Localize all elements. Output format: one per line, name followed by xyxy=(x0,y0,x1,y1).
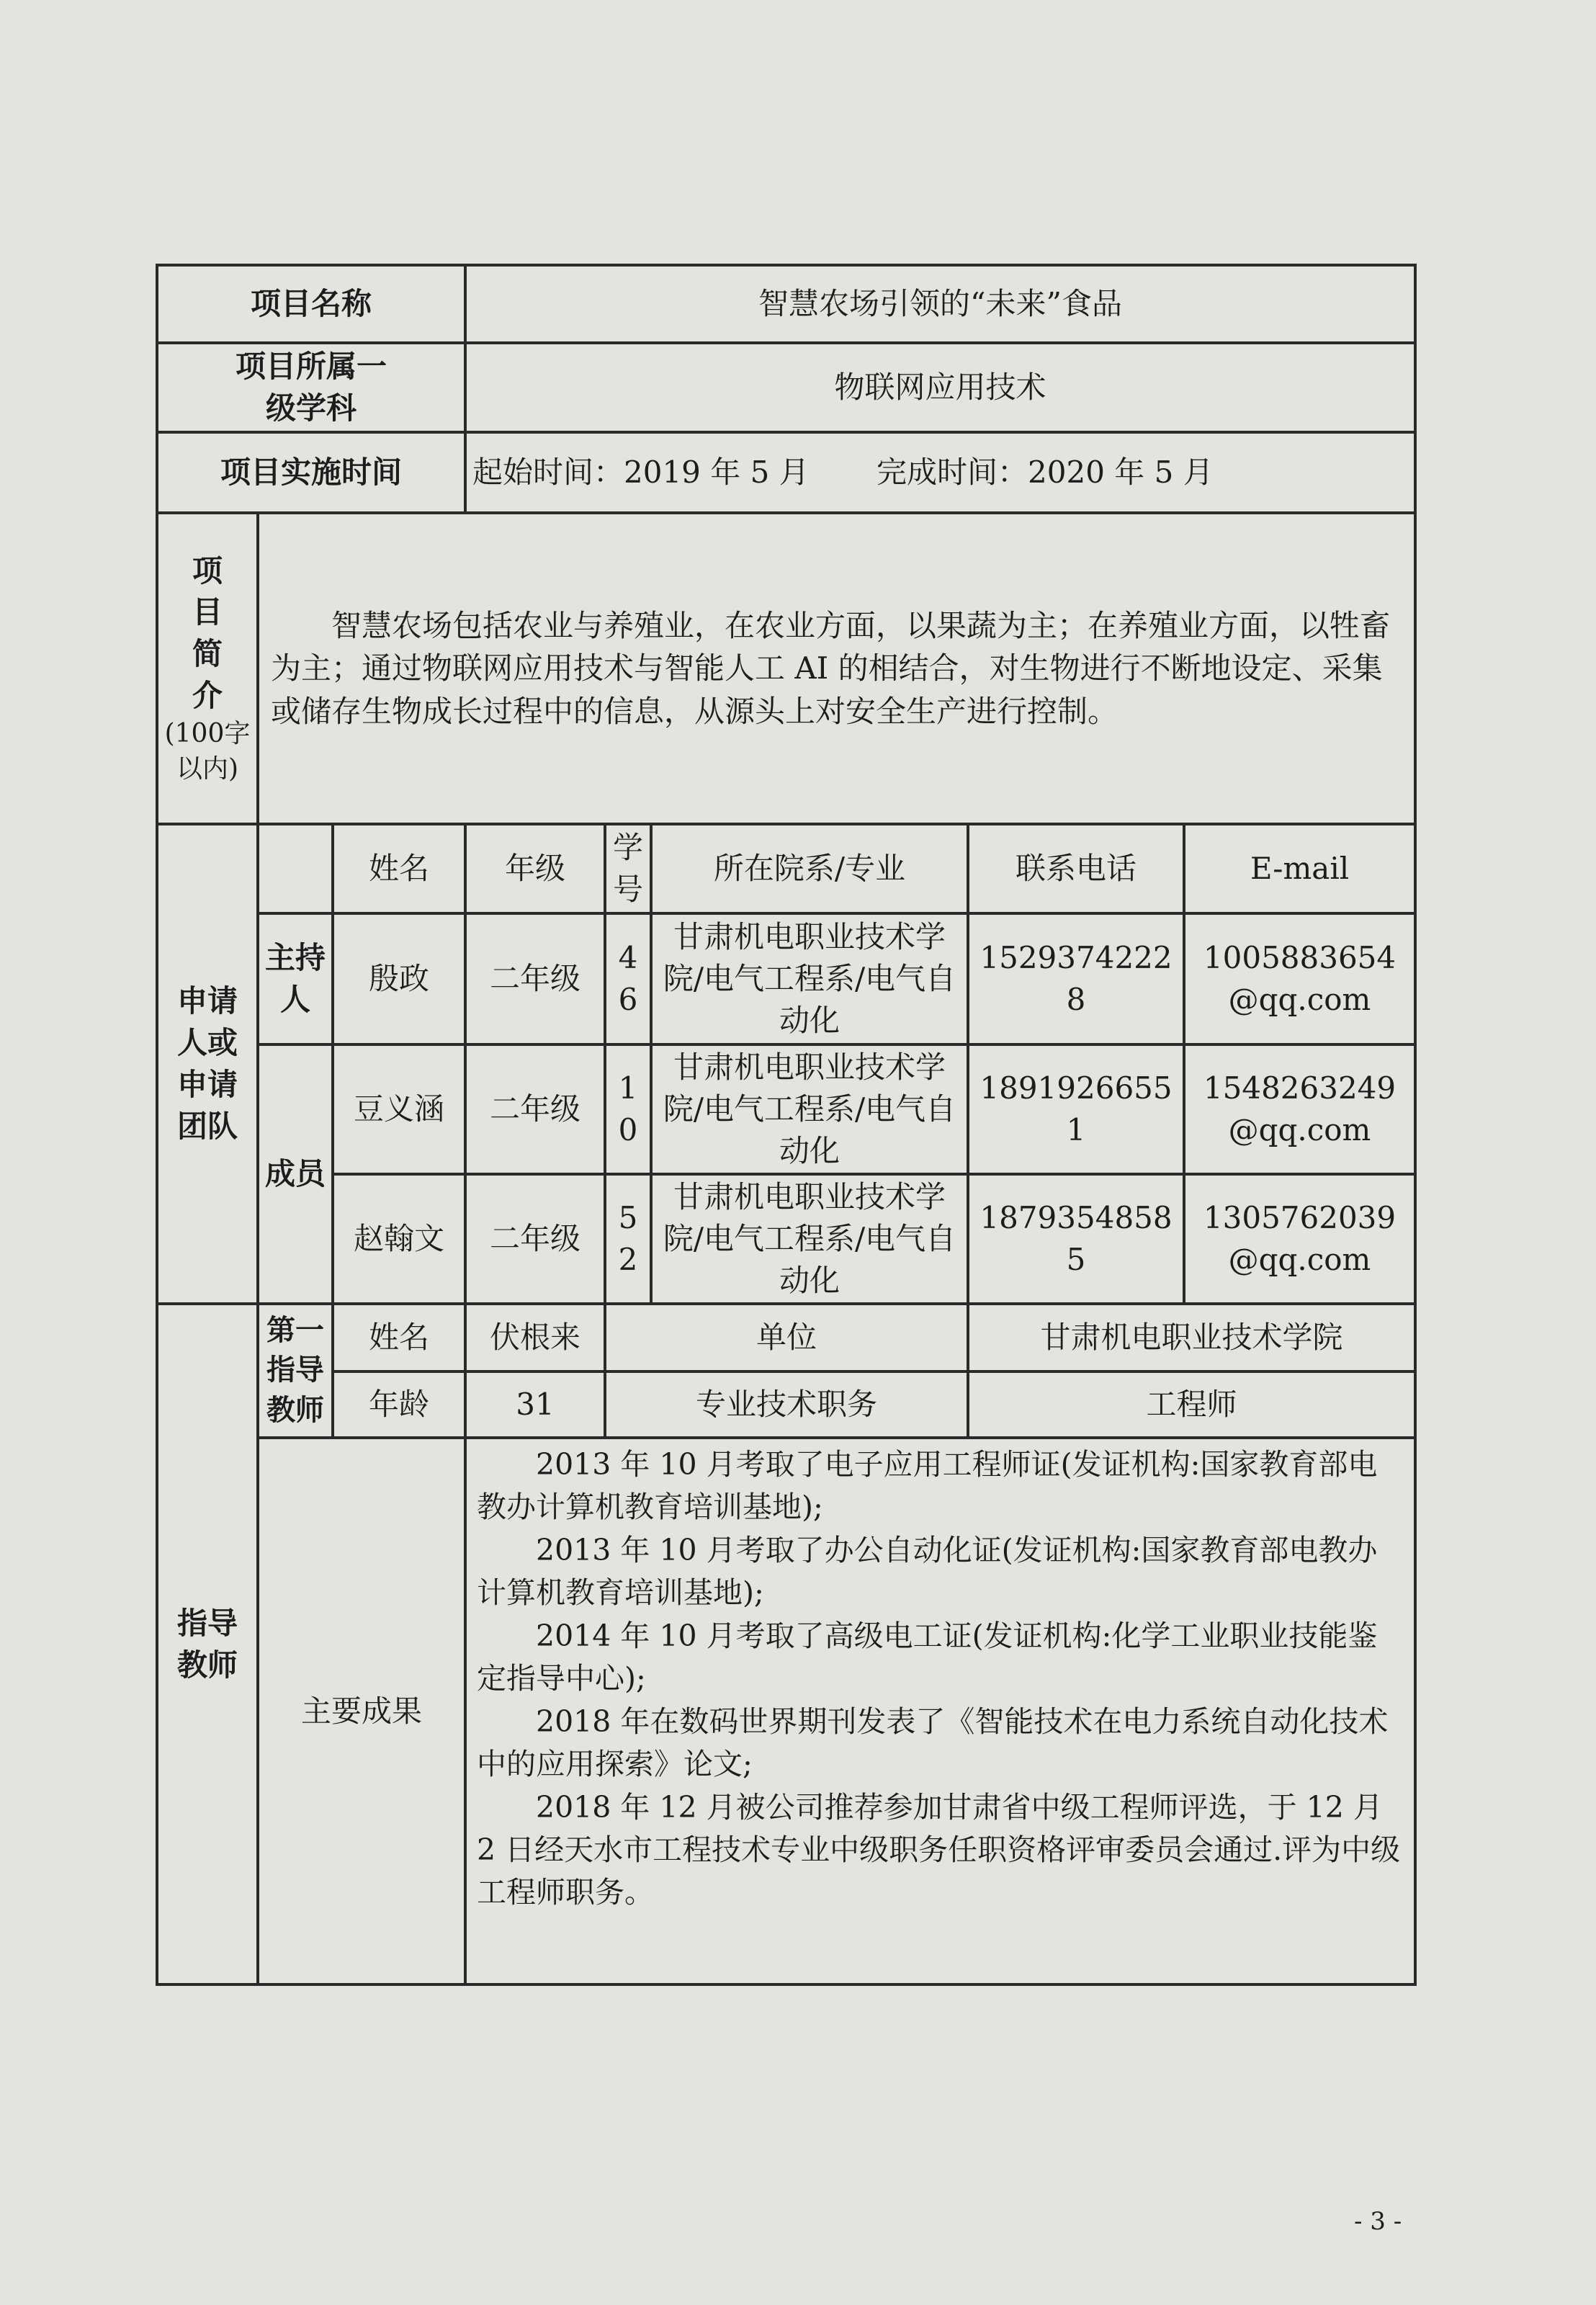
project-name-row xyxy=(157,265,1415,343)
advisor-name-value: 伏根来 xyxy=(465,1304,605,1371)
achievements-label: 主要成果 xyxy=(258,1438,465,1984)
discipline-row xyxy=(157,343,1415,432)
time-label: 项目实施时间 xyxy=(157,432,465,513)
advisor-group-label: 指导教师 xyxy=(157,1304,258,1984)
achievement-item: 2014 年 10 月考取了高级电工证(发证机构:化学工业职业技能鉴定指导中心); xyxy=(477,1618,1378,1696)
applicant-grade: 二年级 xyxy=(465,1174,605,1304)
applicant-name: 赵翰文 xyxy=(333,1174,465,1304)
summary-label-char: 简 xyxy=(192,636,223,672)
role-header-blank xyxy=(258,824,333,913)
header-phone: 联系电话 xyxy=(968,824,1184,913)
summary-row xyxy=(157,513,1415,824)
advisor-age-row xyxy=(157,1371,1415,1438)
applicant-phone: 18919266551 xyxy=(968,1044,1184,1174)
summary-label-char: 目 xyxy=(192,594,223,630)
applicant-name: 豆义涵 xyxy=(333,1044,465,1174)
header-email: E-mail xyxy=(1184,824,1415,913)
applicant-email: 1548263249@qq.com xyxy=(1184,1044,1415,1174)
advisor-name-label: 姓名 xyxy=(333,1304,465,1371)
header-department: 所在院系/专业 xyxy=(651,824,968,913)
time-row xyxy=(157,432,1415,513)
applicant-header-row xyxy=(157,824,1415,913)
summary-label-note: (100字以内) xyxy=(164,719,251,784)
applicant-department: 甘肃机电职业技术学院/电气工程系/电气自动化 xyxy=(651,1174,968,1304)
page-number: - 3 - xyxy=(1354,2207,1402,2236)
achievement-item: 2018 年在数码世界期刊发表了《智能技术在电力系统自动化技术中的应用探索》论文; xyxy=(477,1704,1389,1782)
applicant-name: 殷政 xyxy=(333,913,465,1044)
applicant-grade: 二年级 xyxy=(465,1044,605,1174)
applicant-student-id: 10 xyxy=(605,1044,651,1174)
advisor-age-value: 31 xyxy=(465,1371,605,1438)
applicant-email: 1305762039@qq.com xyxy=(1184,1174,1415,1304)
summary-text: 智慧农场包括农业与养殖业，在农业方面，以果蔬为主；在养殖业方面，以牲畜为主；通过物联网应用技术与智能人工 AI 的相结合，对生物进行不断地设定、采集或储存生物成长过程中的信息，从源头上对安全生产进行控制。 xyxy=(258,513,1415,824)
applicant-student-id: 52 xyxy=(605,1174,651,1304)
table-row xyxy=(157,1174,1415,1304)
table-row xyxy=(157,1044,1415,1174)
achievement-item: 2013 年 10 月考取了电子应用工程师证(发证机构:国家教育部电教办计算机教育培训基地); xyxy=(477,1447,1378,1525)
applicant-grade: 二年级 xyxy=(465,913,605,1044)
achievements-content xyxy=(465,1438,1415,1984)
advisor-unit-value: 甘肃机电职业技术学院 xyxy=(968,1304,1415,1371)
summary-label-char: 介 xyxy=(192,678,223,714)
header-grade: 年级 xyxy=(465,824,605,913)
advisor-title-value: 工程师 xyxy=(968,1371,1415,1438)
applicant-email: 1005883654@qq.com xyxy=(1184,913,1415,1044)
members-label: 成员 xyxy=(258,1044,333,1304)
achievement-item: 2013 年 10 月考取了办公自动化证(发证机构:国家教育部电教办计算机教育培训基地); xyxy=(477,1532,1378,1611)
applicant-group-label: 申请人或申请团队 xyxy=(157,824,258,1304)
application-form-table xyxy=(156,264,1417,1986)
applicant-phone: 18793548585 xyxy=(968,1174,1184,1304)
host-label: 主持人 xyxy=(258,913,333,1044)
start-time: 起始时间：2019 年 5 月 xyxy=(472,455,810,491)
discipline-label: 项目所属一级学科 xyxy=(157,343,465,432)
summary-label-char: 项 xyxy=(192,552,223,588)
advisor-title-label: 专业技术职务 xyxy=(605,1371,968,1438)
header-name: 姓名 xyxy=(333,824,465,913)
first-advisor-label: 第一指导教师 xyxy=(258,1304,333,1438)
time-value xyxy=(465,432,1415,513)
achievement-item: 2018 年 12 月被公司推荐参加甘肃省中级工程师评选，于 12 月 2 日经天水市工程技术专业中级职务任职资格评审委员会通过.评为中级工程师职务。 xyxy=(477,1789,1401,1910)
header-student-id: 学号 xyxy=(605,824,651,913)
advisor-name-row xyxy=(157,1304,1415,1371)
applicant-phone: 15293742228 xyxy=(968,913,1184,1044)
end-time: 完成时间：2020 年 5 月 xyxy=(877,455,1214,491)
project-name-value: 智慧农场引领的“未来”食品 xyxy=(465,265,1415,343)
applicant-department: 甘肃机电职业技术学院/电气工程系/电气自动化 xyxy=(651,1044,968,1174)
summary-label xyxy=(157,513,258,824)
project-name-label: 项目名称 xyxy=(157,265,465,343)
advisor-achievements-row xyxy=(157,1438,1415,1984)
applicant-student-id: 46 xyxy=(605,913,651,1044)
table-row xyxy=(157,913,1415,1044)
discipline-value: 物联网应用技术 xyxy=(465,343,1415,432)
advisor-age-label: 年龄 xyxy=(333,1371,465,1438)
applicant-department: 甘肃机电职业技术学院/电气工程系/电气自动化 xyxy=(651,913,968,1044)
advisor-unit-label: 单位 xyxy=(605,1304,968,1371)
